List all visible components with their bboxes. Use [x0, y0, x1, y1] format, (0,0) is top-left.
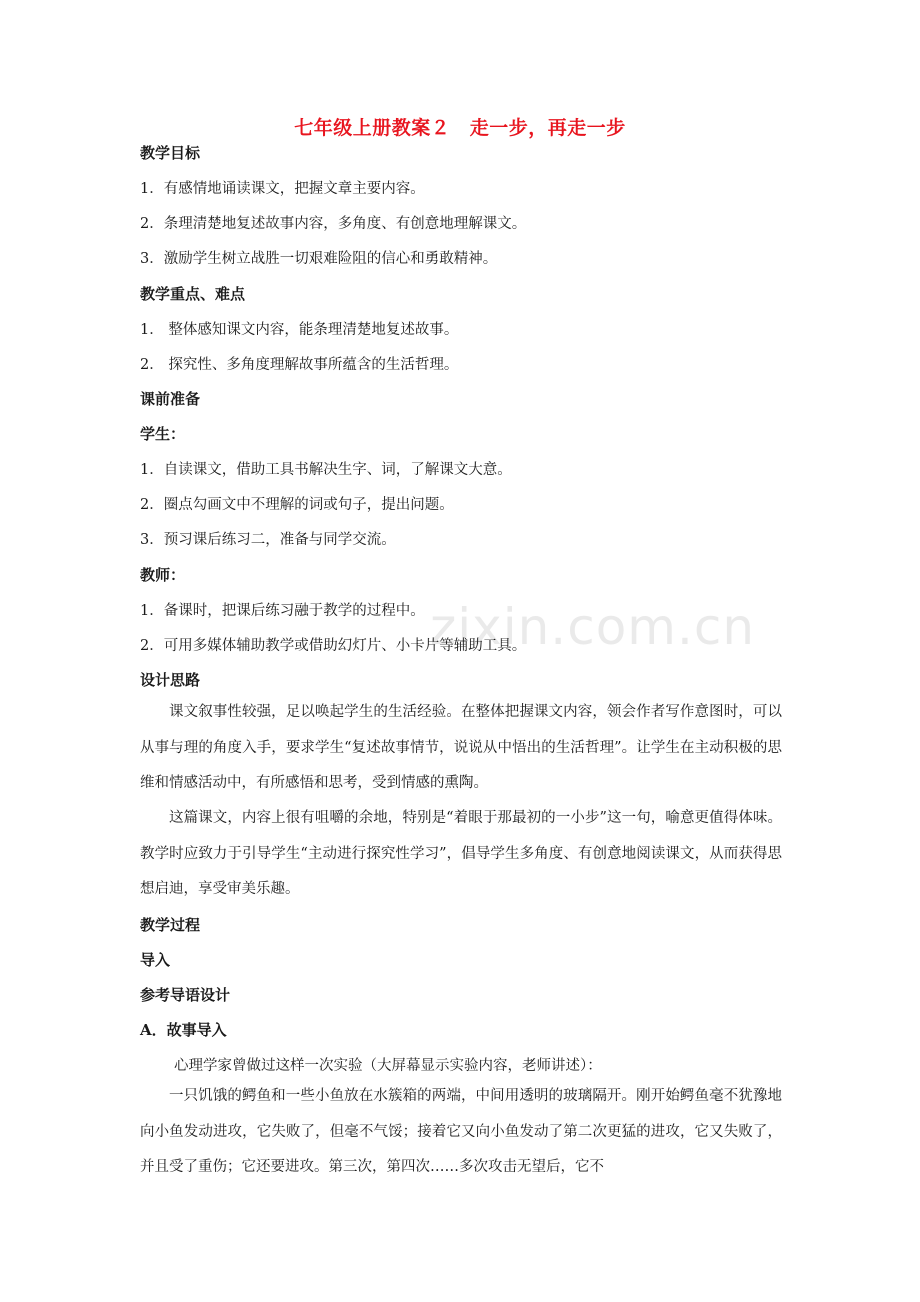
- key-point-item-1: 1． 整体感知课文内容，能条理清楚地复述故事。: [140, 322, 459, 338]
- objectives-heading: 教学目标: [140, 144, 201, 162]
- preparation-heading: 课前准备: [140, 390, 201, 408]
- watermark: zixin.com.cn: [430, 598, 756, 656]
- student-item-2: 2．圈点勾画文中不理解的词或句子，提出问题。: [140, 497, 454, 513]
- teacher-item-1: 1．备课时，把课后练习融于教学的过程中。: [140, 603, 425, 619]
- guide-heading: 参考导语设计: [140, 986, 231, 1004]
- story-paragraph: 一只饥饿的鳄鱼和一些小鱼放在水簇箱的两端，中间用透明的玻璃隔开。刚开始鳄鱼毫不犹豫地向小鱼发动进攻，它失败了，但毫不气馁；接着它又向小鱼发动了第二次更猛的进攻，它又失败了，并且受了重伤；它还要进攻。第三次，第四次……多次攻击无望后，它不: [140, 1088, 782, 1175]
- story-intro: 心理学家曾做过这样一次实验（大屏幕显示实验内容，老师讲述）：: [174, 1058, 602, 1074]
- student-item-3: 3．预习课后练习二，准备与同学交流。: [140, 532, 396, 548]
- objective-item-2: 2．条理清楚地复述故事内容，多角度、有创意地理解课文。: [140, 216, 527, 232]
- design-heading: 设计思路: [140, 671, 201, 689]
- key-point-item-2: 2． 探究性、多角度理解故事所蕴含的生活哲理。: [140, 357, 459, 373]
- story-heading: A．故事导入: [140, 1021, 227, 1039]
- objective-item-3: 3．激励学生树立战胜一切艰难险阻的信心和勇敢精神。: [140, 251, 498, 267]
- design-paragraph-1: 课文叙事性较强，足以唤起学生的生活经验。在整体把握课文内容，领会作者写作意图时，可以从事与理的角度入手，要求学生“复述故事情节，说说从中悟出的生活哲理”。让学生在主动积极的思维和情感活动中，有所感悟和思考，受到情感的熏陶。: [140, 704, 782, 791]
- key-points-heading: 教学重点、难点: [140, 285, 246, 303]
- design-paragraph-2: 这篇课文，内容上很有咀嚼的余地，特别是“着眼于那最初的一小步”这一句，喻意更值得体味。教学时应致力于引导学生“主动进行探究性学习”，倡导学生多角度、有创意地阅读课文，从而获得思想启迪，享受审美乐趣。: [140, 810, 782, 897]
- objective-item-1: 1．有感情地诵读课文，把握文章主要内容。: [140, 181, 425, 197]
- students-label: 学生：: [140, 425, 186, 443]
- student-item-1: 1．自读课文，借助工具书解决生字、词，了解课文大意。: [140, 462, 512, 478]
- intro-heading: 导入: [140, 951, 171, 969]
- teacher-item-2: 2．可用多媒体辅助教学或借助幻灯片、小卡片等辅助工具。: [140, 638, 527, 654]
- process-heading: 教学过程: [140, 916, 201, 934]
- teacher-label: 教师：: [140, 566, 186, 584]
- page-title: 七年级上册教案２ 走一步，再走一步: [294, 117, 626, 139]
